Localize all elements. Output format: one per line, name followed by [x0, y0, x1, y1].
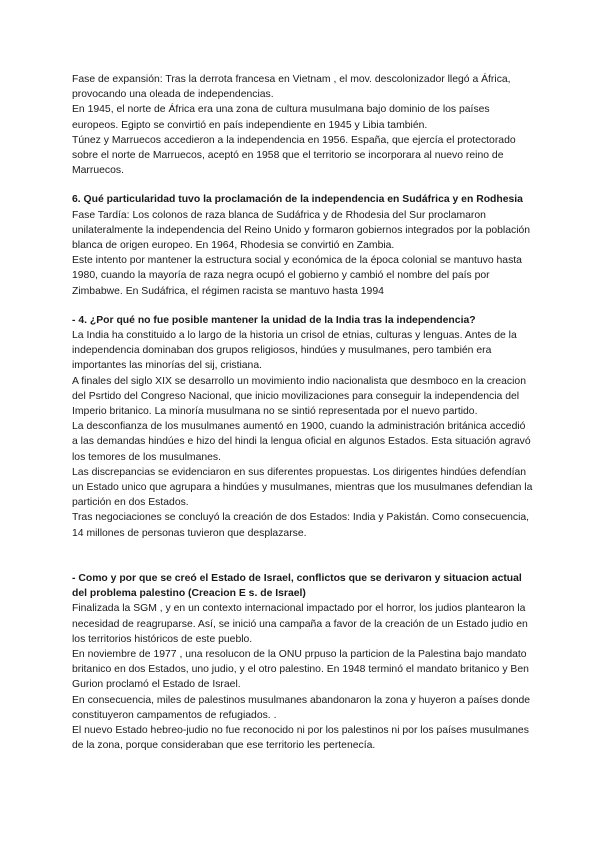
document-body — [72, 72, 534, 753]
paragraph: Finalizada la SGM , y en un contexto internacional impactado por el horror, los judios plantearon la necesidad de reagruparse. Así, se inició una campaña a favor de la creación de un Estado judio en los territorios históricos de este pueblo. — [72, 603, 528, 645]
section-heading: - 4. ¿Por qué no fue posible mantener la unidad de la India tras la independencia? — [72, 314, 476, 326]
section-israel — [72, 571, 534, 753]
paragraph: Fase Tardía: Los colonos de raza blanca de Sudáfrica y de Rhodesia del Sur proclamaron unilateralmente la independencia del Reino Unido y formaron gobiernos integrados por la población blanca de origen europeo. En 1964, Rhodesia se convirtió en Zambia. — [72, 209, 531, 252]
paragraph: Fase de expansión: Tras la derrota francesa en Vietnam , el mov. descolonizador llegó a África, provocando una oleada de independencias. — [72, 74, 511, 101]
paragraph: El nuevo Estado hebreo-judio no fue reconocido ni por los palestinos ni por los países musulmanes de la zona, porque consideraban que ese territorio les pertenecía. — [72, 724, 529, 752]
section-india — [72, 313, 534, 541]
section-sudafrica-rodhesia — [72, 192, 534, 298]
paragraph: En 1945, el norte de África era una zona de cultura musulmana bajo dominio de los países europeos. Egipto se convirtió en país independiente en 1945 y Libia también. — [72, 104, 490, 131]
section-africa-decolonization — [72, 72, 534, 178]
section-heading: - Como y por que se creó el Estado de Israel, conflictos que se derivaron y situacion actual del problema palestino (Creacion E s. de Israel) — [72, 572, 522, 600]
paragraph: Túnez y Marruecos accedieron a la independencia en 1956. España, que ejercía el protectorado sobre el norte de Marruecos, aceptó en 1958 que el territorio se incorporara al nuevo reino de Marruecos. — [72, 134, 516, 177]
paragraph: La desconfianza de los musulmanes aumentó en 1900, cuando la administración británica accedió a las demandas hindúes e hizo del hindi la lengua oficial en algunos Estados. Esta situación agravó los temores de los musulmanes. — [72, 421, 531, 463]
paragraph: En noviembre de 1977 , una resolucon de la ONU prpuso la particion de la Palestina bajo mandato britanico en dos Estados, uno judio, y el otro palestino. En 1948 terminó el mandato britanico y Ben Gurion proclamó el Estado de Israel. — [72, 648, 529, 691]
paragraph: Las discrepancias se evidenciaron en sus diferentes propuestas. Los dirigentes hindúes defendían un Estado unico que agrupara a hindúes y musulmanes, mientras que los musulmanes defendian la partición en dos Estados. — [72, 466, 533, 509]
paragraph: La India ha constituido a lo largo de la historia un crisol de etnias, culturas y lenguas. Antes de la independencia dominaban dos grupos religiosos, hindúes y musulmanes, pero también era importantes las minorías del sij, cristiana. — [72, 330, 517, 372]
section-heading: 6. Qué particularidad tuvo la proclamación de la independencia en Sudáfrica y en Rodhesia — [72, 194, 523, 206]
paragraph: A finales del siglo XIX se desarrollo un movimiento indio nacionalista que desmboco en la creacion del Psrtido del Congreso Nacional, que inicio movilizaciones para conseguir la independencia del Imperio britanico. La minoría musulmana no se sintió representada por el nuevo partido. — [72, 375, 526, 418]
paragraph: Este intento por mantener la estructura social y económica de la época colonial se mantuvo hasta 1980, cuando la mayoría de raza negra ocupó el gobierno y cambió el nombre del país por Zimbabwe. En Sudáfrica, el régimen racista se mantuvo hasta 1994 — [72, 255, 522, 297]
paragraph: En consecuencia, miles de palestinos musulmanes abandonaron la zona y huyeron a países donde constituyeron campamentos de refugiados. . — [72, 694, 531, 721]
paragraph: Tras negociaciones se concluyó la creación de dos Estados: India y Pakistán. Como consecuencia, 14 millones de personas tuvieron que desplazarse. — [72, 512, 530, 539]
